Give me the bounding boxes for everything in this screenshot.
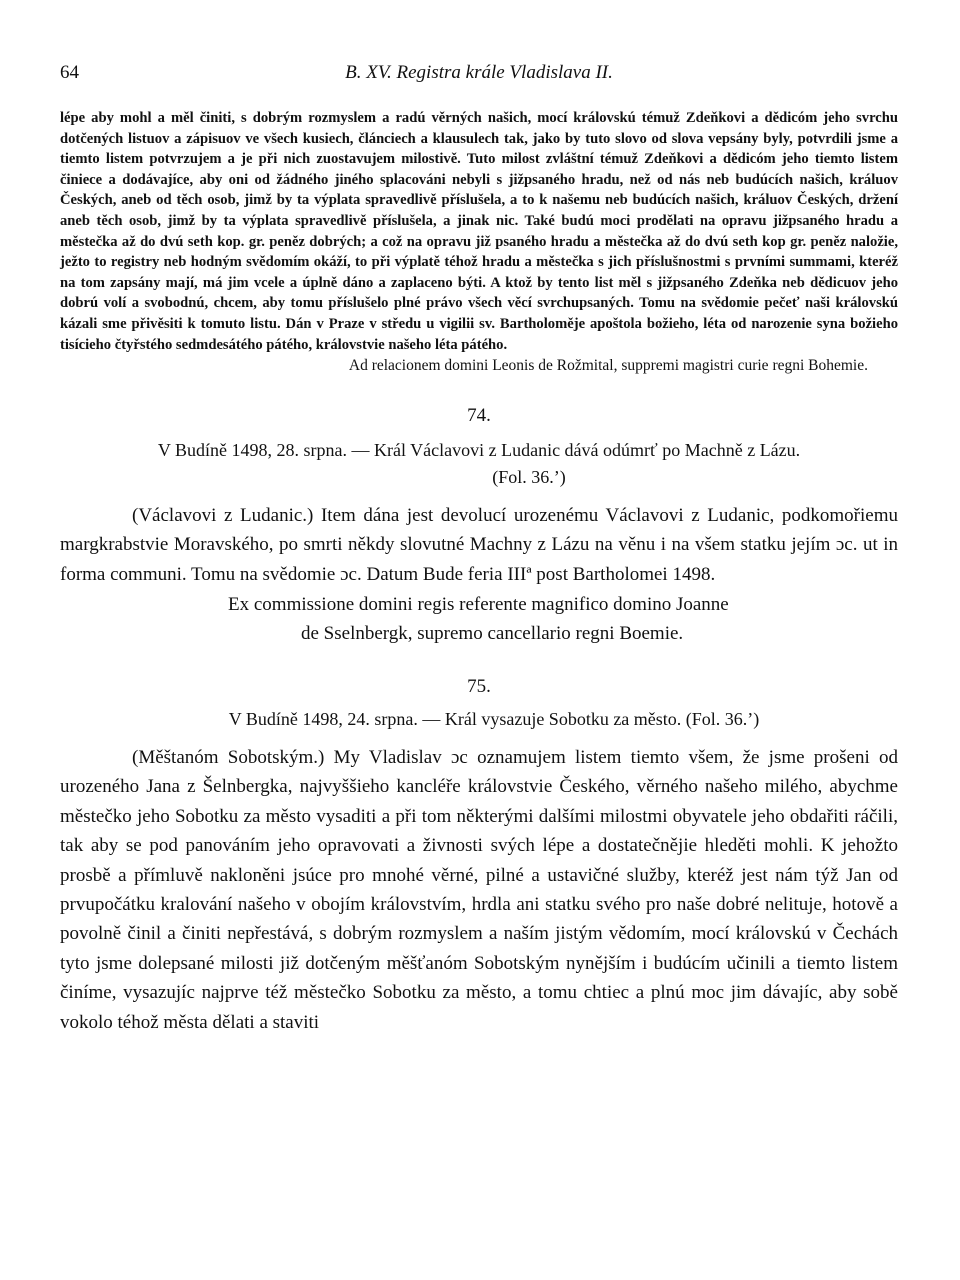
preceding-paragraph: lépe aby mohl a měl činiti, s dobrým rozmyslem a radú věrných našich, mocí královskú témuž Zdeňkovi a dědicóm jeho svrchu dotčených listuov a zápisuov ve všech kusiech, článciech a klausulech tak, jako by tuto slovo od slova vepsány byly, potvrdili jsme a tiemto listem potvrzujem a je při nich zuostavujem milostivě. Tuto milost zvláštní témuž Zdeňkovi a dědicóm jeho tiemto listem činiece a dodávajíce, aby oni od žádného jiného splacováni nebyli s jižpsaného hradu, než od nás neb budúcích našich, králuov Českých, aneb od těch osob, jimž by ta výplata spravedlivě příslušela, a to k našemu neb budúcích našich, králuov Českých, držení aneb těch osob, jimž by ta výplata spravedlivě příslušela, a jinak nic. Také budú moci prodělati na opravu jižpsaného hradu a městečka až do dvú seth kop. gr. peněz dobrých; a což na opravu již psaného hradu a městečka až do dvú seth kop gr. peněz naložie, ježto to registry neb hodným svědomím okáží, to při výplatě téhož hradu a městečka s jich příslušnostmi s prvními summami, kteréž na tom zapsány mají, má jim vcele a úplně dáno a zaplaceno býti. A ktož by tento list měl s jižpsaného Zdeňka neb dědicuov jeho dobrú volí a svobodnú, chcem, aby tomu příslušelo plné právo všech věcí svrchupsaných. Tomu na svědomie pečeť naši královskú kázali sme přivěsiti k tomuto listu. Dán v Praze v středu u vigilii sv. Bartholoměje apoštola božieho, léta od narozenie syna božieho tisícieho čtyřstého sedmdesátého pátého, královstvie našeho léta pátého. [60,110,898,353]
regest-line: V Budíně 1498, 28. srpna. — Král Václavovi z Ludanic dává odúmrť po Machně z Lázu. [157,439,801,460]
entry-paragraph: (Měštanóm Sobotským.) My Vladislav ɔc oznamujem listem tiemto všem, že jsme prošeni od urozeného Jana z Šelnbergka, najvyššieho kancléře královstvie Českého, věrného našeho milého, abychme městečko jeho Sobotku za město vysaditi a při tom některými dalšími milostmi obyvatele jeho obdařiti ráčili, tak aby se pod panováním jeho opravovati a živnosti svých lépe a dostatečnějie hleděti mohli. K jehožto prosbě a přímluvě nakloněni jsúce pro mnohé věrné, pilné a ustavičné služby, kteréž jest nám týž Jan od prvupočátku kralování našeho v obojím královstvím, hrdla ani statku svého pro naše dobré nelituje, hotově a povolně činil a činiti nepřestává, s dobrým rozmyslem a naším jistým vědomím, mocí královskú v Čechách tyto jsme dolepsané milosti již dotčeným měšťanóm Sobotským nynějším i budúcím učinili a tiemto listem činíme, vysazujíc najprve též městečko Sobotku za město, a tomu chtiec a plnú moc jim dávajíc, aby sobě vokolo téhož města dělati a staviti [60,746,898,1033]
entry-paragraph: (Václavovi z Ludanic.) Item dána jest devolucí urozenému Václavovi z Ludanic, podkomořiemu margkrabstvie Moravského, po smrti někdy slovutné Machny z Lázu na věnu i na všem statku jejím ɔc. ut in forma communi. Tomu na svědomie ɔc. Datum Bude feria IIIª post Bartholomei 1498. [60,504,898,585]
entry-text [60,501,898,589]
relation-note: Ad relacionem domini Leonis de Rožmital, suppremi magistri curie regni Bohemie. [348,357,868,375]
commission-line: de Sselnbergk, supremo cancellario regni Boemie. [301,622,684,644]
commission-note [60,590,898,648]
entry-74 [60,401,898,648]
entry-number: 75. [467,675,491,697]
entry-regest: V Budíně 1498, 24. srpna. — Král vysazuje Sobotku za město. (Fol. 36.’) [228,708,760,729]
regest-folio: (Fol. 36.’) [492,466,566,487]
entry-regest [60,437,898,491]
entry-75 [60,672,898,1037]
commission-line: Ex commissione domini regis referente magnifico domino Joanne [228,593,729,615]
entry-number: 74. [467,404,491,426]
page-header [60,62,898,90]
running-title: B. XV. Registra krále Vladislava II. [345,62,613,83]
page-number: 64 [60,62,79,83]
preceding-document [60,108,898,377]
document-page [60,62,898,1037]
entry-text [60,743,898,1037]
